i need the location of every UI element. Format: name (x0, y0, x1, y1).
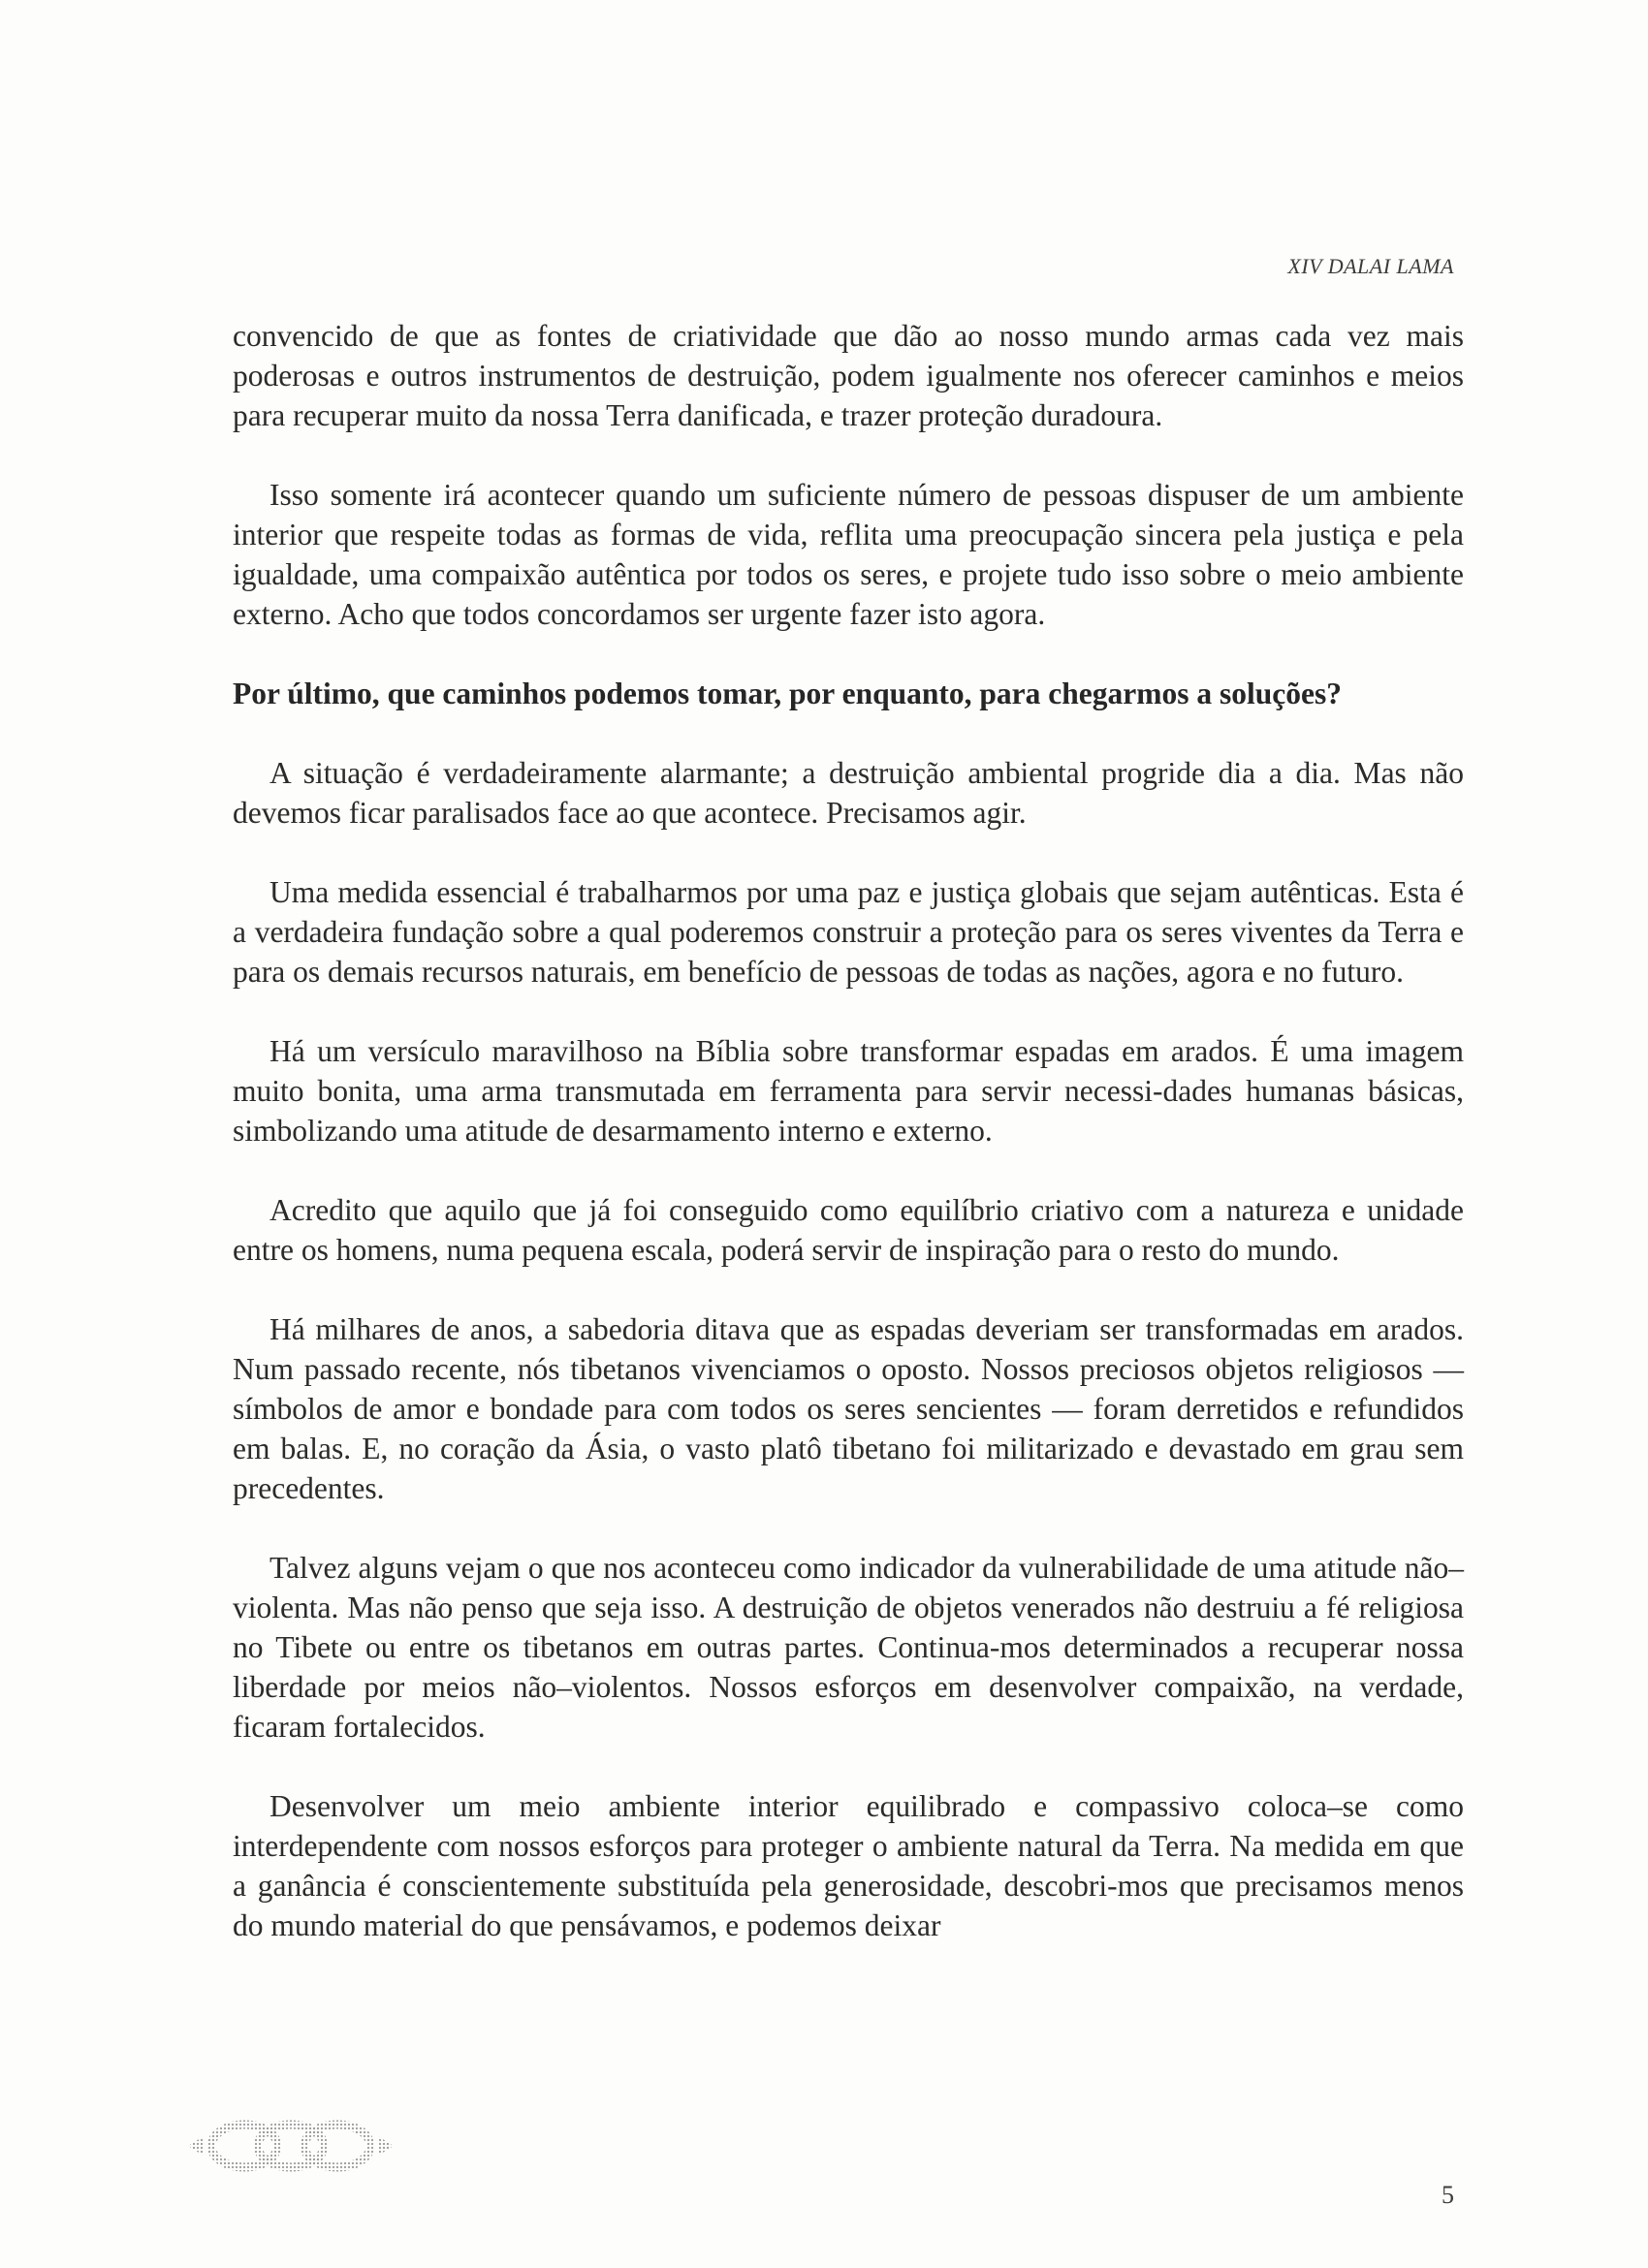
paragraph-4: Uma medida essencial é trabalharmos por uma paz e justiça globais que sejam autênticas. Esta é a verdadeira fundação sobre a qual poderemos construir a proteção para os seres viventes da Terra e para os demais recursos naturais, em benefício de pessoas de todas as nações, agora e no futuro. (233, 875, 1464, 989)
paragraph-2: Isso somente irá acontecer quando um suficiente número de pessoas dispuser de um ambiente interior que respeite todas as formas de vida, reflita uma preocupação sincera pela justiça e pela igualdade, uma compaixão autêntica por todos os seres, e projete tudo isso sobre o meio ambiente externo. Acho que todos concordamos ser urgente fazer isto agora. (233, 478, 1464, 631)
paragraph-1: convencido de que as fontes de criatividade que dão ao nosso mundo armas cada vez mais poderosas e outros instrumentos de destruição, podem igualmente nos oferecer caminhos e meios para recuperar muito da nossa Terra danificada, e trazer proteção duradoura. (233, 319, 1464, 432)
paragraph-3: A situação é verdadeiramente alarmante; a destruição ambiental progride dia a dia. Mas não devemos ficar paralisados face ao que acontece. Precisamos agir. (233, 756, 1464, 830)
running-header: XIV DALAI LAMA (1287, 254, 1454, 278)
paragraph-6: Acredito que aquilo que já foi conseguido como equilíbrio criativo com a natureza e unidade entre os homens, numa pequena escala, poderá servir de inspiração para o resto do mundo. (233, 1193, 1464, 1267)
paragraph-8: Talvez alguns vejam o que nos aconteceu como indicador da vulnerabilidade de uma atitude não–violenta. Mas não penso que seja isso. A destruição de objetos venerados não destruiu a fé religiosa no Tibete ou entre os tibetanos em outras partes. Continua-mos determinados a recuperar nossa liberdade por meios não–violentos. Nossos esforços em desenvolver compaixão, na verdade, ficaram fortalecidos. (233, 1551, 1464, 1744)
paragraph-5: Há um versículo maravilhoso na Bíblia sobre transformar espadas em arados. É uma imagem muito bonita, uma arma transmutada em ferramenta para servir necessi-dades humanas básicas, simbolizando uma atitude de desarmamento interno e externo. (233, 1034, 1464, 1148)
paragraph-9: Desenvolver um meio ambiente interior equilibrado e compassivo coloca–se como interdependente com nossos esforços para proteger o ambiente natural da Terra. Na medida em que a ganância é conscientemente substituída pela generosidade, descobri-mos que precisamos menos do mundo material do que pensávamos, e podemos deixar (233, 1789, 1464, 1942)
interlaced-knot-ornament-icon (184, 2115, 397, 2177)
body-text (233, 316, 1464, 1985)
page-number: 5 (1442, 2181, 1454, 2209)
paragraph-7: Há milhares de anos, a sabedoria ditava que as espadas deveriam ser transformadas em arados. Num passado recente, nós tibetanos vivenciamos o oposto. Nossos preciosos objetos religiosos — símbolos de amor e bondade para com todos os seres sencientes — foram derretidos e refundidos em balas. E, no coração da Ásia, o vasto platô tibetano foi militarizado e devastado em grau sem precedentes. (233, 1312, 1464, 1505)
interview-question: Por último, que caminhos podemos tomar, por enquanto, para chegarmos a soluções? (233, 677, 1342, 710)
